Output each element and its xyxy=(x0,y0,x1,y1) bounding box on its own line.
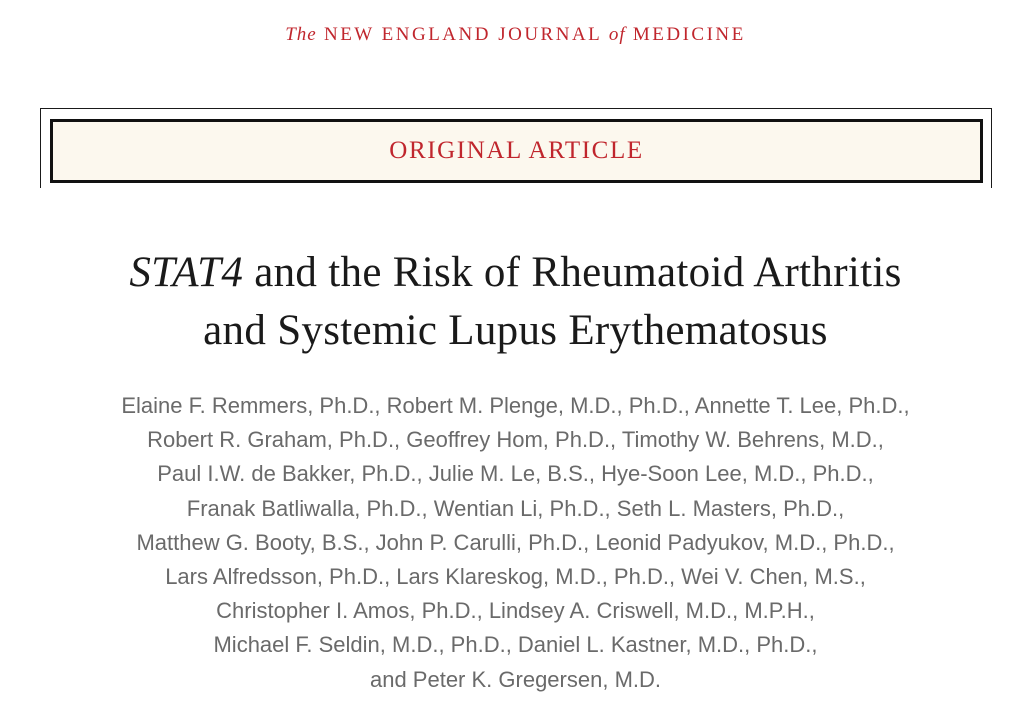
article-type-label: ORIGINAL ARTICLE xyxy=(389,137,644,164)
author-list xyxy=(0,389,1031,697)
author-line: Lars Alfredsson, Ph.D., Lars Klareskog, M.D., Ph.D., Wei V. Chen, M.S., xyxy=(165,564,866,590)
author-line: Paul I.W. de Bakker, Ph.D., Julie M. Le, B.S., Hye-Soon Lee, M.D., Ph.D., xyxy=(157,461,874,487)
masthead-name-part1: NEW ENGLAND JOURNAL xyxy=(323,24,602,45)
title-line-2: and Systemic Lupus Erythematosus xyxy=(203,307,828,354)
author-line: Franak Batliwalla, Ph.D., Wentian Li, Ph.D., Seth L. Masters, Ph.D., xyxy=(186,495,845,521)
author-line: Robert R. Graham, Ph.D., Geoffrey Hom, Ph.D., Timothy W. Behrens, M.D., xyxy=(147,427,884,453)
article-title xyxy=(0,244,1031,360)
author-line: Christopher I. Amos, Ph.D., Lindsey A. Criswell, M.D., M.P.H., xyxy=(216,598,815,624)
article-type-banner xyxy=(50,119,983,183)
masthead-connector: of xyxy=(608,24,626,45)
title-line-1-rest: and the Risk of Rheumatoid Arthritis xyxy=(243,249,902,296)
journal-masthead xyxy=(0,24,1031,46)
masthead-prefix: The xyxy=(285,24,317,45)
author-line: and Peter K. Gregersen, M.D. xyxy=(369,666,662,692)
title-gene-name: STAT4 xyxy=(129,249,244,296)
title-line-1 xyxy=(0,244,1031,302)
author-line: Elaine F. Remmers, Ph.D., Robert M. Plenge, M.D., Ph.D., Annette T. Lee, Ph.D., xyxy=(121,393,910,418)
author-line: Michael F. Seldin, M.D., Ph.D., Daniel L. Kastner, M.D., Ph.D., xyxy=(213,632,818,658)
masthead-name-part2: MEDICINE xyxy=(632,24,746,45)
author-line: Matthew G. Booty, B.S., John P. Carulli, Ph.D., Leonid Padyukov, M.D., Ph.D., xyxy=(136,529,895,555)
